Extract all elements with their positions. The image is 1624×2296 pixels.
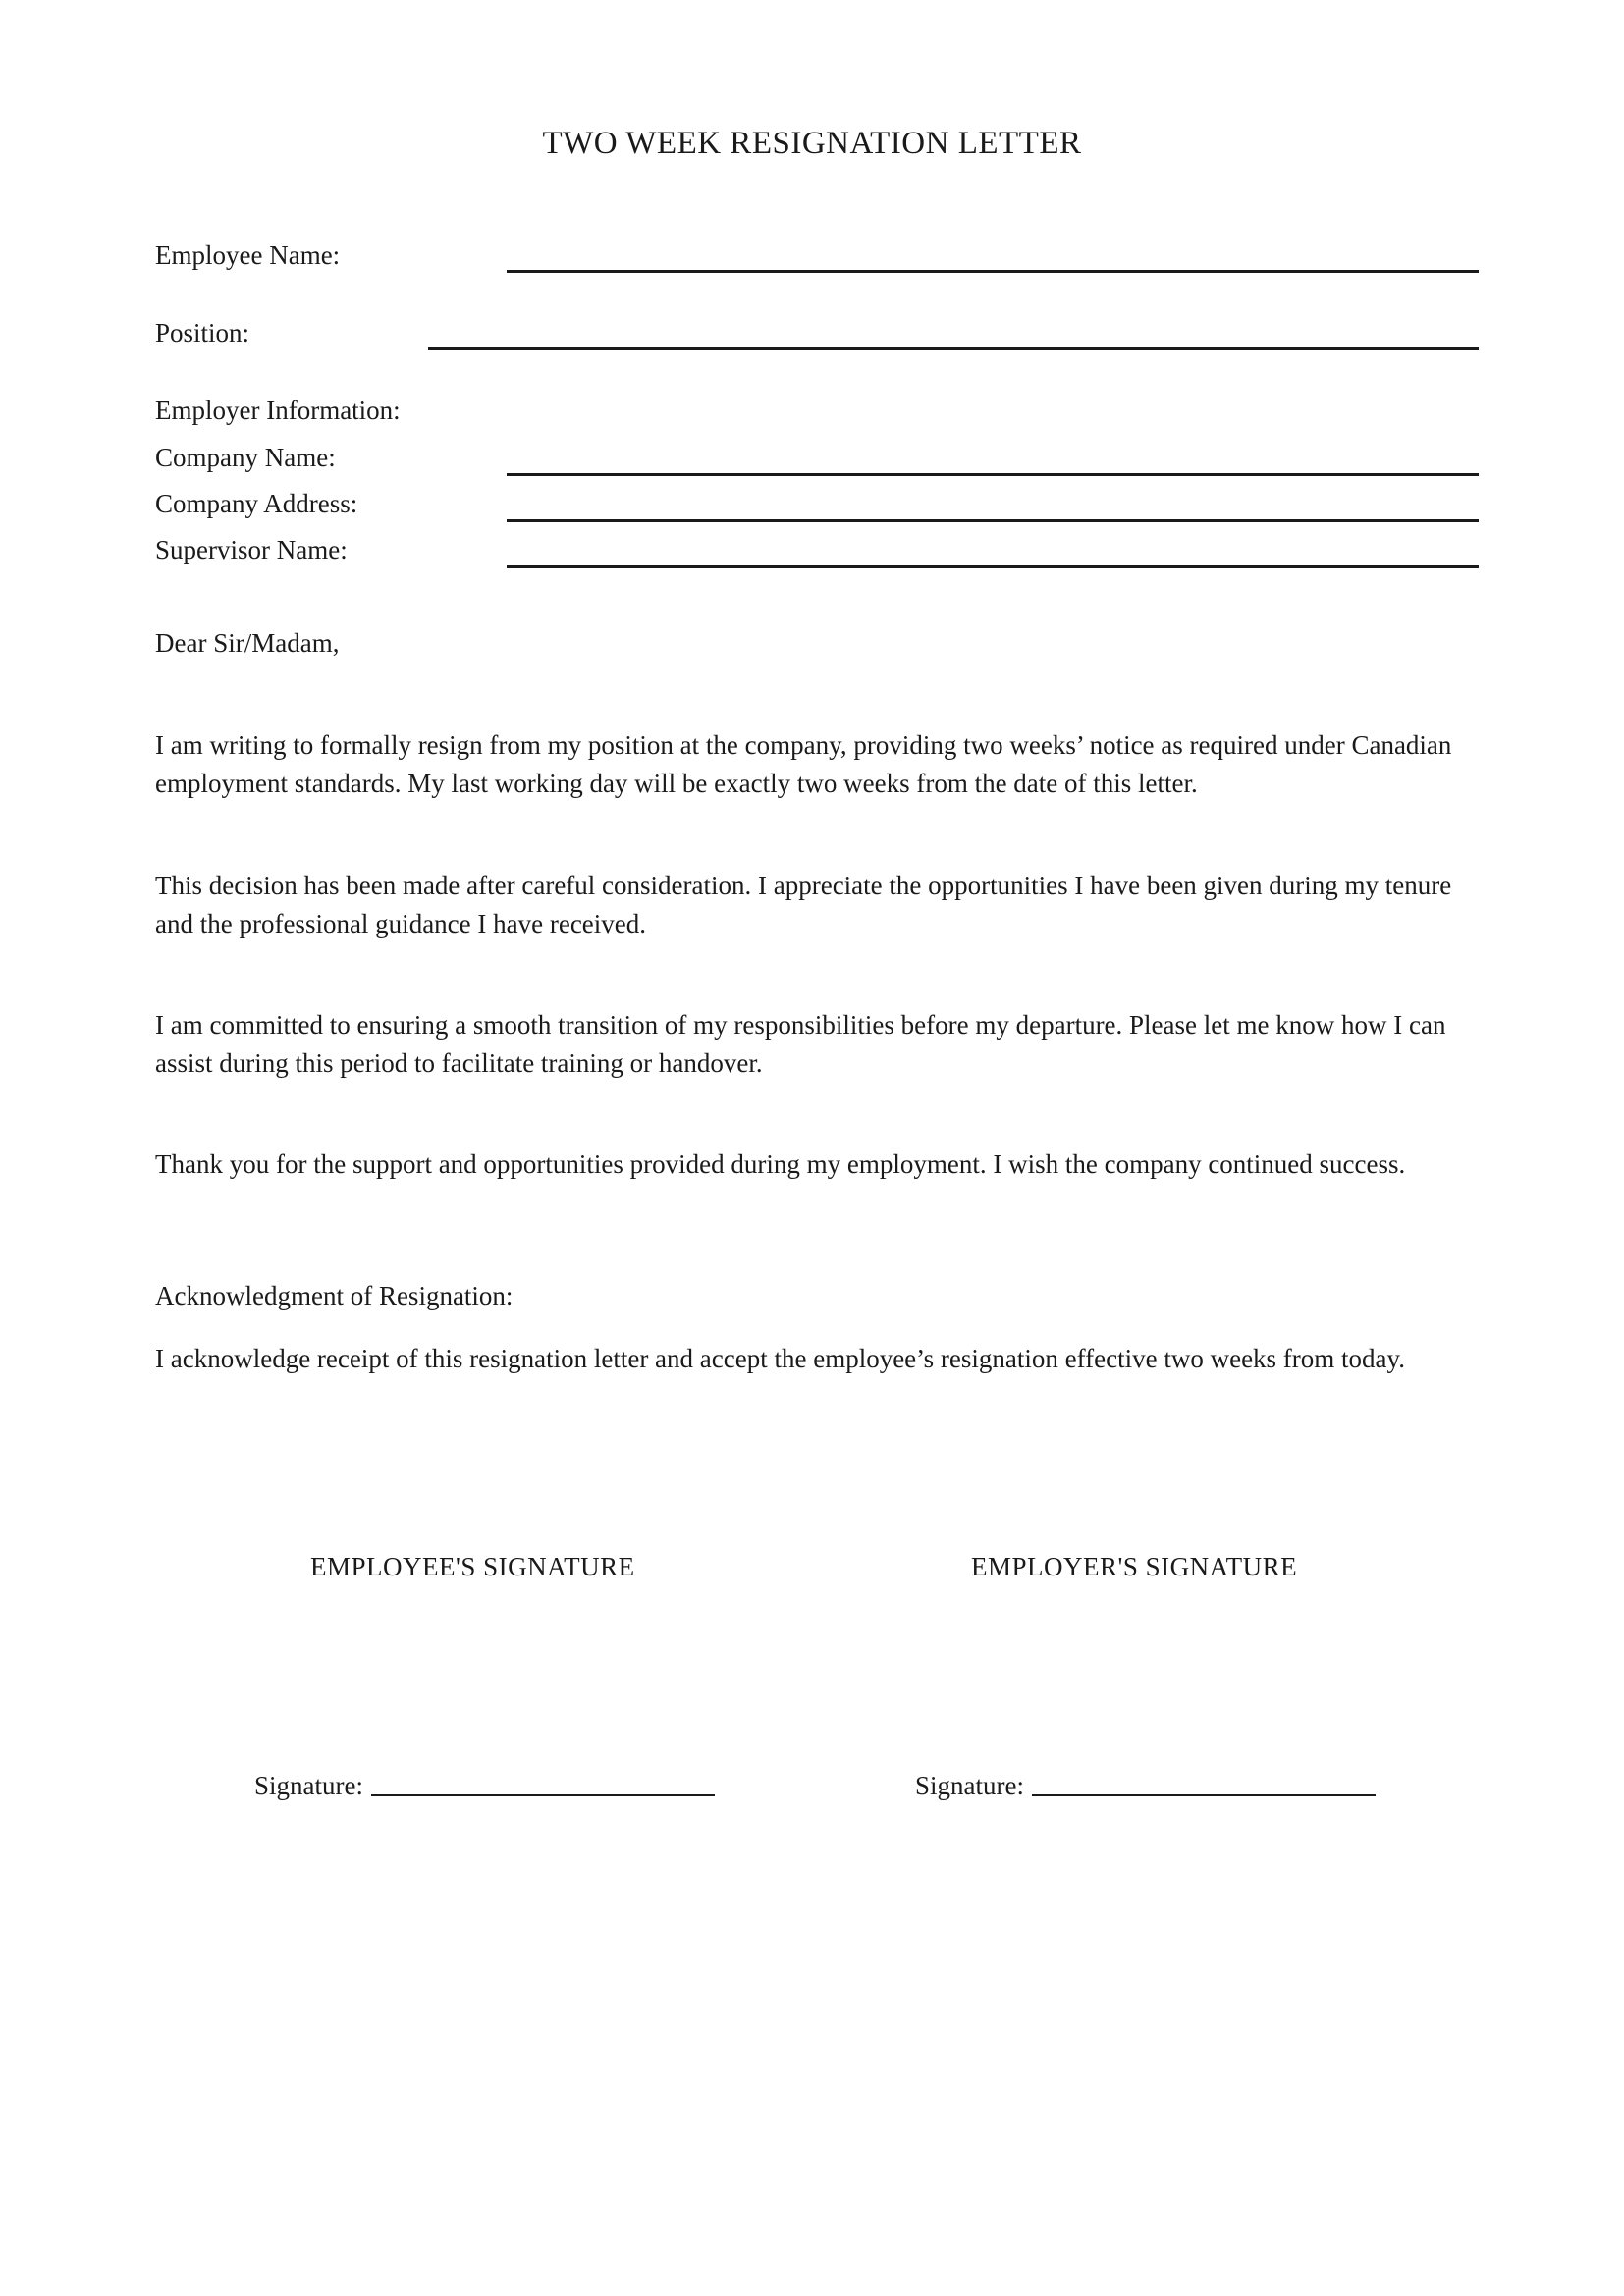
employer-info-heading: Employer Information:: [155, 396, 401, 425]
employee-signature-label: Signature:: [254, 1771, 363, 1800]
employer-signature-field[interactable]: [1032, 1794, 1376, 1796]
supervisor-name-label: Supervisor Name:: [155, 535, 348, 564]
employer-signature-heading: EMPLOYER'S SIGNATURE: [971, 1552, 1298, 1581]
employee-name-field[interactable]: [507, 270, 1479, 273]
letter-paragraph: I am writing to formally resign from my position at the company, providing two weeks’ notice as required under Canadian employment standards. My last working day will be exactly two weeks from the date of this letter.: [155, 730, 1452, 798]
employee-name-label: Employee Name:: [155, 240, 341, 270]
acknowledgment-text: I acknowledge receipt of this resignation letter and accept the employee’s resignation effective two weeks from today.: [155, 1344, 1406, 1373]
company-name-label: Company Name:: [155, 443, 336, 472]
employer-signature-line[interactable]: [915, 1768, 1376, 1803]
document-title: TWO WEEK RESIGNATION LETTER: [542, 126, 1082, 161]
position-label: Position:: [155, 318, 250, 347]
company-address-field[interactable]: [507, 519, 1479, 522]
employee-signature-field[interactable]: [371, 1794, 715, 1796]
company-name-field[interactable]: [507, 473, 1479, 476]
acknowledgment-heading: Acknowledgment of Resignation:: [155, 1281, 514, 1310]
employer-signature-label: Signature:: [915, 1771, 1024, 1800]
letter-paragraph: This decision has been made after careful consideration. I appreciate the opportunities I have been given during my tenure and the professional guidance I have received.: [155, 871, 1452, 938]
company-address-label: Company Address:: [155, 489, 358, 518]
letter-paragraph: Thank you for the support and opportunities provided during my employment. I wish the company continued success.: [155, 1149, 1406, 1179]
supervisor-name-field[interactable]: [507, 565, 1479, 568]
employee-signature-heading: EMPLOYEE'S SIGNATURE: [310, 1552, 635, 1581]
employee-signature-line[interactable]: [254, 1768, 715, 1803]
position-field[interactable]: [428, 347, 1479, 350]
letter-paragraph: I am committed to ensuring a smooth transition of my responsibilities before my departure. Please let me know how I can assist during this period to facilitate training or handover.: [155, 1010, 1446, 1078]
salutation: Dear Sir/Madam,: [155, 628, 340, 658]
